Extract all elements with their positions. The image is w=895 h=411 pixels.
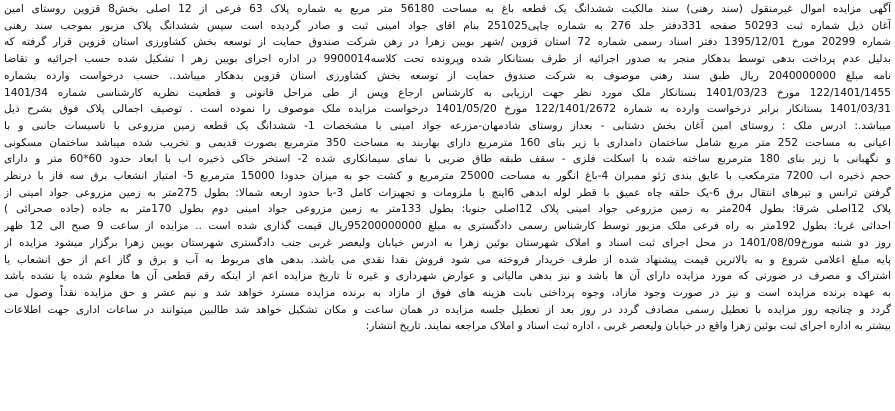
- notice-line-13: پلاک 12اصلی شرقا: بطول 204متر به زمین مزروعی جواد امینی پلاک 12اصلی جنوبا: بطول 133متر به زمین مزروعی جواد امینی دوم بطول 170متر به جاده (جاده صحرائی ): [4, 203, 891, 216]
- notice-line-4: بدلیل عدم پرداخت بدهی توسط بدهکار منجر به صدور اجرائیه از طرف بستانکار شده وپرونده تحت کلاسه9900014 در اداره اجرای بویین زهر ا تشکیل شده حسب اجرائیه و تقاضا: [4, 53, 891, 66]
- notice-line-18: به عهده برنده مزایده است و نیز در صورت وجود مازاد، وجوه پرداختی بابت هزینه های فوق از مازاد به برنده مزایده مسترد خواهد شد و نیم عشر و حق مزایده نقداً وصول می: [4, 286, 891, 299]
- notice-line-1: آگهی مزایده اموال غیرمنقول (سند رهنی) سند مالکیت ششدانگ یک قطعه باغ به مساحت 56180 متر مربع به شماره پلاک 63 فرعی از 12 اصلی بخش8 قزوین روستای امین: [4, 3, 891, 15]
- notice-line-12: گرفتن ترانس و تیرهای انتقال برق 6-یک حلقه چاه عمیق با قطر لوله ابدهی 6اینچ با ملزومات و تجهیزات کامل 3-با حدود اربعه شمالا: بطول 275متر به زمین مزروعی جواد امینی از: [4, 186, 891, 199]
- notice-line-19: گردد و چنانچه روز مزایده با تعطیل رسمی مصادف گردد در روز بعد از تعطیل جلسه مزایده در همان ساعت و مکان تشکیل خواهد شد طالبین میتوانند در ساعات اداری جهت اطلاعات: [4, 303, 891, 316]
- notice-line-14: احداثی غربا: بطول 192متر به راه فرعی ملک مزبور توسط کارشناس رسمی دادگستری به مبلغ 95200000000ریال قیمت گذاری شده است .. مزایده از ساعت 9 صبح الی 12 ظهر: [4, 220, 891, 233]
- notice-line-5: نامه مبلغ 2040000000 ریال طبق سند رهنی موصوف به شرکت صندوق حمایت از توسعه بخش کشاورزی استان قزوین بدهکار میباشد.. حسب درخواست وارده بشماره: [4, 69, 891, 82]
- notice-line-8: میباشد.: ادرس ملک : روستای امین آغان بخش دشتابی - بعداز روستای شادمهان-مزرعه جواد امینی با مشخصات 1- ششدانگ یک قطعه زمین مزروعی با تاسیسات جانبی و با: [4, 119, 891, 132]
- notice-line-2: آغان ذیل شماره ثبت 50293 صفحه 331دفتر جلد 276 به شماره چاپی251025 بنام اقای جواد امینی ثبت و صادر گردیده است سپس ششدانگ پلاک مزبور بموجب سند رهنی: [4, 19, 891, 32]
- notice-line-10: و نگهبانی با زیر بنای 180 مترمربع ساخته شده با اسکلت فلزی - سقف طبقه طاق ضربی با نمای سیمانکاری شده 2- استخر خاکی ذخیره اب با ابعاد حدود 60*60 متر و دارای: [4, 153, 891, 166]
- notice-line-11: حجم ذخیره اب 7200 مترمکعب با عایق بندی ژئو ممبران 4-باغ انگور به مساحت 25000 مترمربع و کشت جو به میزان حدودا 15000 مترمربع 5- امتیاز انشعاب برق سه فاز با درنظر: [4, 170, 891, 183]
- notice-line-20: بیشتر به اداره اجرای ثبت بوئین زهرا واقع در خیابان ولیعصر غربی ، اداره ثبت اسناد و املاک مراجعه نمایند. تاریخ انتشار:: [365, 320, 891, 333]
- notice-line-7: 1401/03/31 بستانکار برابر درخواست وارده به شماره 122/1401/2672 مورخ 1401/05/20 درخواست مزایده ملک موصوف را نموده است . توصیف اجمالی پلاک فوق بشرح ذیل: [4, 103, 891, 116]
- notice-line-17: اشتراک و مصرف در صورتی که مورد مزایده دارای آن ها باشد و نیز بدهی مالیاتی و عوارض شهرداری و غیره تا تاریخ مزایده اعم از اینکه رقم قطعی آن ها معلوم شده یا نشده باشد: [4, 270, 891, 283]
- notice-line-9: اعیانی به مساحت 252 متر مربع شامل ساختمان دامداری با زیر بنای 160 مترمربع دارای بهاربند به مساحت 350 مترمربع بصورت قدیمی و تخریب شده میباشد ساختمان مسکونی: [4, 136, 891, 149]
- notice-line-15: روز دو شنبه مورخ1401/08/09 در محل اجرای ثبت اسناد و املاک شهرستان بوئین زهرا به ادرس خیابان ولیعصر غربی جنب دادگستری شهرستان بویین زهرا برگزار میشود مزایده از: [4, 236, 891, 249]
- notice-line-3: شماره 20299 مورخ 1395/12/01 دفتر اسناد رسمی شماره 72 استان قزوین /شهر بویین زهرا در رهن شرکت صندوق حمایت از توسعه بخش کشاورزی استان قزوین قرار گرفته که: [4, 36, 891, 49]
- notice-line-16: پایه مبلغ اعلامی شروع و به بالاترین قیمت پیشنهاد شده از طرف خریدار فروخته می شود فروش نقدا نقدی می باشد. بدهی های مربوط به آب و برق و گاز اعم از حق انشعاب یا: [4, 253, 891, 266]
- notice-line-6: 122/1401/1455 مورخ 1401/03/23 بستانکار ملک مورد نظر جهت ارزیابی به کارشناس ارجاع وپس از طی مراحل قانونی و قطعیت نظریه کارشناسی شماره 1401/34: [4, 86, 891, 99]
